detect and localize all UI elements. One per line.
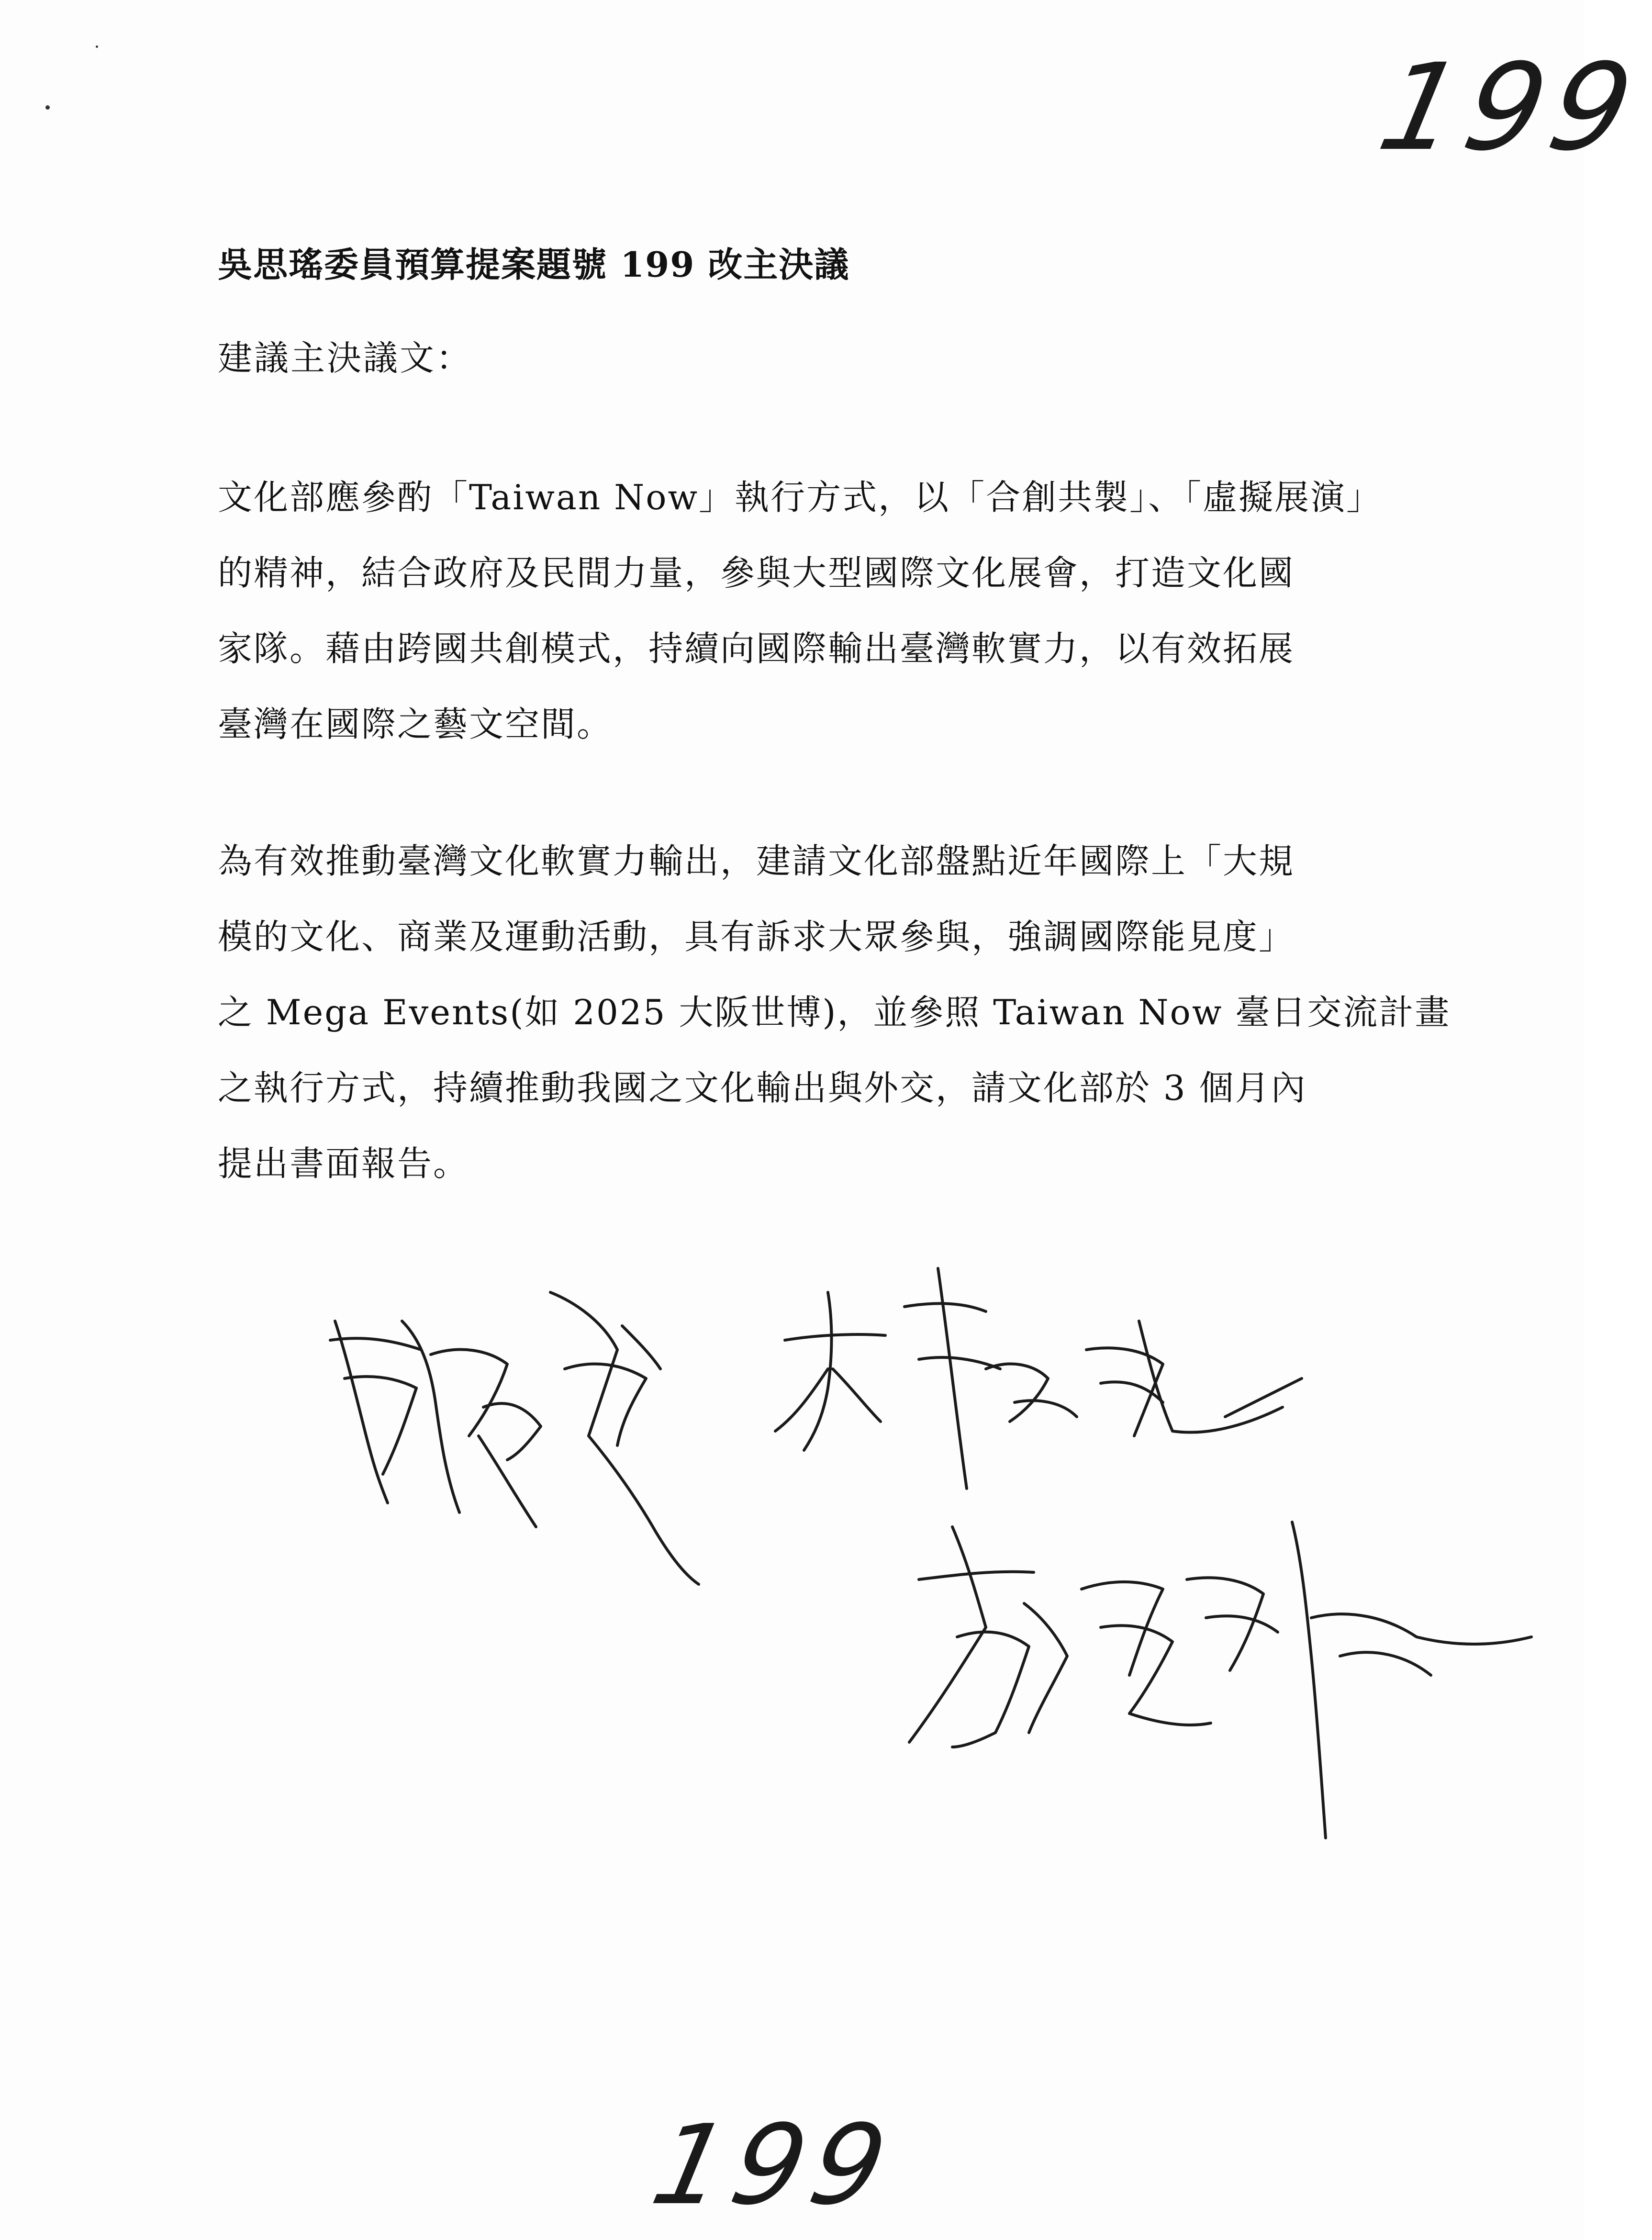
paragraph-1 — [218, 459, 1383, 762]
signature-2 — [775, 1268, 1302, 1489]
paragraph-line: 之 Mega Events(如 2025 大阪世博)，並參照 Taiwan Now 臺日交流計畫 — [218, 992, 1451, 1032]
page-number-top: 199 — [1368, 38, 1652, 177]
document-subtitle: 建議主決議文： — [218, 338, 473, 378]
paragraph-line: 模的文化、商業及運動活動，具有訴求大眾參與，強調國際能見度」 — [218, 917, 1295, 957]
scan-speck — [96, 45, 98, 48]
paragraph-line: 提出書面報告。 — [218, 1143, 469, 1184]
paragraph-line: 之執行方式，持續推動我國之文化輸出與外交，請文化部於 3 個月內 — [218, 1068, 1307, 1108]
paragraph-line: 臺灣在國際之藝文空間。 — [218, 704, 613, 744]
page-number-bottom: 199 — [642, 2102, 905, 2229]
document-title: 吳思瑤委員預算提案題號 199 改主決議 — [218, 244, 850, 285]
paragraph-2 — [218, 823, 1451, 1201]
scan-speck — [45, 105, 50, 110]
paragraph-line: 文化部應參酌「Taiwan Now」執行方式，以「合創共製」、「虛擬展演」 — [218, 477, 1383, 517]
signature-3 — [909, 1522, 1531, 1838]
paragraph-line: 為有效推動臺灣文化軟實力輸出，建請文化部盤點近年國際上「大規 — [218, 841, 1295, 881]
paragraph-line: 的精神，結合政府及民間力量，參與大型國際文化展會，打造文化國 — [218, 553, 1295, 593]
paragraph-line: 家隊。藉由跨國共創模式，持續向國際輸出臺灣軟實力，以有效拓展 — [218, 628, 1295, 669]
signature-1 — [330, 1292, 699, 1584]
